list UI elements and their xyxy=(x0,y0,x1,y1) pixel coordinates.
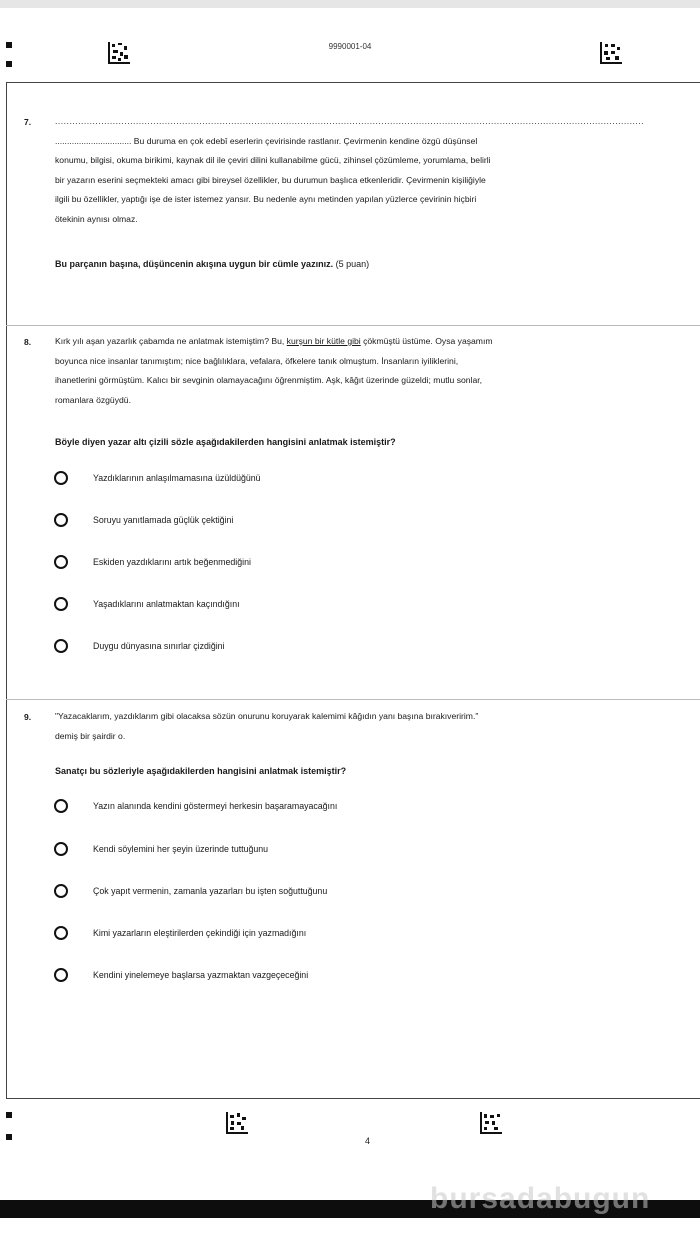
question-divider xyxy=(6,325,700,326)
answer-option[interactable] xyxy=(54,841,268,857)
radio-circle-icon[interactable] xyxy=(54,968,68,982)
passage-line: romanlara özgüydü. xyxy=(55,394,131,405)
option-label: Yazın alanında kendini göstermeyi herkesin başaramayacağını xyxy=(93,801,338,811)
passage-line: ilgili bu özellikler, yaptığı işe de ister istemez yansır. Bu nedenle aynı metinden yapılan yüzlerce çevirinin hiçbiri xyxy=(55,194,477,204)
passage-line: ................................ Bu duruma en çok edebî eserlerin çevirisinde rastlanır. Çevirmenin kendine özgü düşünsel xyxy=(55,135,478,146)
answer-option[interactable] xyxy=(54,925,306,941)
radio-circle-icon[interactable] xyxy=(54,884,68,898)
passage-line: "Yazacaklarım, yazdıklarım gibi olacaksa sözün onurunu koruyarak kalemimi kâğıdın yanı başına bırakıveririm." xyxy=(55,711,479,721)
option-label: Duygu dünyasına sınırlar çizdiğini xyxy=(93,641,225,651)
question-divider xyxy=(6,699,700,700)
option-label: Yazdıklarının anlaşılmamasına üzüldüğünü xyxy=(93,473,261,483)
radio-circle-icon[interactable] xyxy=(54,639,68,653)
radio-circle-icon[interactable] xyxy=(54,597,68,611)
option-label: Eskiden yazdıklarını artık beğenmediğini xyxy=(93,557,251,567)
option-label: Yaşadıklarını anlatmaktan kaçındığını xyxy=(93,599,240,609)
scan-top-edge xyxy=(0,0,700,8)
option-label: Kimi yazarların eleştirilerden çekindiği için yazmadığını xyxy=(93,928,307,938)
answer-option[interactable] xyxy=(54,470,261,486)
question-passage xyxy=(55,332,700,410)
answer-option[interactable] xyxy=(54,638,225,654)
registration-mark xyxy=(6,1112,12,1118)
underlined-phrase: kurşun bir kütle gibi xyxy=(286,336,361,346)
question-prompt xyxy=(55,259,369,269)
passage-line: demiş bir şairdir o. xyxy=(55,730,126,741)
passage-line: ihanetlerini görmüştüm. Kalıcı bir sevginin olamayacağını öğrenmiştim. Aşk, kâğıt üzerinde güzeldi; mutlu sonlar, xyxy=(55,375,483,385)
question-number: 9. xyxy=(24,712,32,722)
answer-option[interactable] xyxy=(54,967,308,983)
option-label: Kendi söylemini her şeyin üzerinde tuttuğunu xyxy=(93,844,269,854)
question-number: 8. xyxy=(24,337,32,347)
booklet-code: 9990001-04 xyxy=(328,42,372,51)
answer-option[interactable] xyxy=(54,798,337,814)
question-passage xyxy=(55,112,700,229)
answer-option[interactable] xyxy=(54,596,240,612)
passage-line xyxy=(55,332,700,352)
radio-circle-icon[interactable] xyxy=(54,471,68,485)
passage-line: konumu, bilgisi, okuma birikimi, kaynak dil ile çeviri dilini kullanabilme gücü, zihinsel çözümleme, yorumlama, belirli xyxy=(55,155,491,165)
radio-circle-icon[interactable] xyxy=(54,513,68,527)
passage-text: Kırk yılı aşan yazarlık çabamda ne anlatmak istemiştim? Bu, xyxy=(55,336,287,346)
answer-option[interactable] xyxy=(54,554,251,570)
option-label: Soruyu yanıtlamada güçlük çektiğini xyxy=(93,515,234,525)
option-label: Çok yapıt vermenin, zamanla yazarları bu işten soğuttuğunu xyxy=(93,886,328,896)
page-number: 4 xyxy=(365,1136,371,1146)
passage-line: ötekinin aynısı olmaz. xyxy=(55,213,138,224)
datamatrix-code xyxy=(480,1112,502,1134)
page-frame-left xyxy=(6,82,7,1098)
registration-mark xyxy=(6,61,12,67)
answer-option[interactable] xyxy=(54,883,327,899)
radio-circle-icon[interactable] xyxy=(54,926,68,940)
registration-mark xyxy=(6,1134,12,1140)
passage-line: bir yazarın eserini seçmekteki amacı gibi bireysel özellikler, bu durumun başlıca etkenleridir. Çevirmenin kişiliğiyle xyxy=(55,174,486,185)
question-passage xyxy=(55,707,700,746)
page-frame-top xyxy=(6,82,700,83)
question-number: 7. xyxy=(24,117,32,127)
passage-text: çökmüştü üstüme. Oysa yaşamım xyxy=(360,336,493,346)
watermark: bursadabugun xyxy=(430,1182,651,1215)
answer-option[interactable] xyxy=(54,512,233,528)
prompt-text: Bu parçanın başına, düşüncenin akışına uygun bir cümle yazınız. xyxy=(55,259,334,269)
radio-circle-icon[interactable] xyxy=(54,799,68,813)
points-label: (5 puan) xyxy=(335,259,370,269)
radio-circle-icon[interactable] xyxy=(54,555,68,569)
radio-circle-icon[interactable] xyxy=(54,842,68,856)
question-prompt: Sanatçı bu sözleriyle aşağıdakilerden hangisini anlatmak istemiştir? xyxy=(55,766,347,776)
datamatrix-code xyxy=(226,1112,248,1134)
option-label: Kendini yinelemeye başlarsa yazmaktan vazgeçeceğini xyxy=(93,970,309,980)
passage-line: boyunca nice insanlar tanımıştım; nice bağlılıklara, vefalara, öfkelere tanık olmuştum. İnsanların iyiliklerini, xyxy=(55,355,459,366)
page-frame-bottom xyxy=(6,1098,700,1099)
passage-line: ............................................................................................................................................................................................................ xyxy=(55,116,645,126)
question-prompt: Böyle diyen yazar altı çizili sözle aşağıdakilerden hangisini anlatmak istemiştir? xyxy=(55,437,396,447)
